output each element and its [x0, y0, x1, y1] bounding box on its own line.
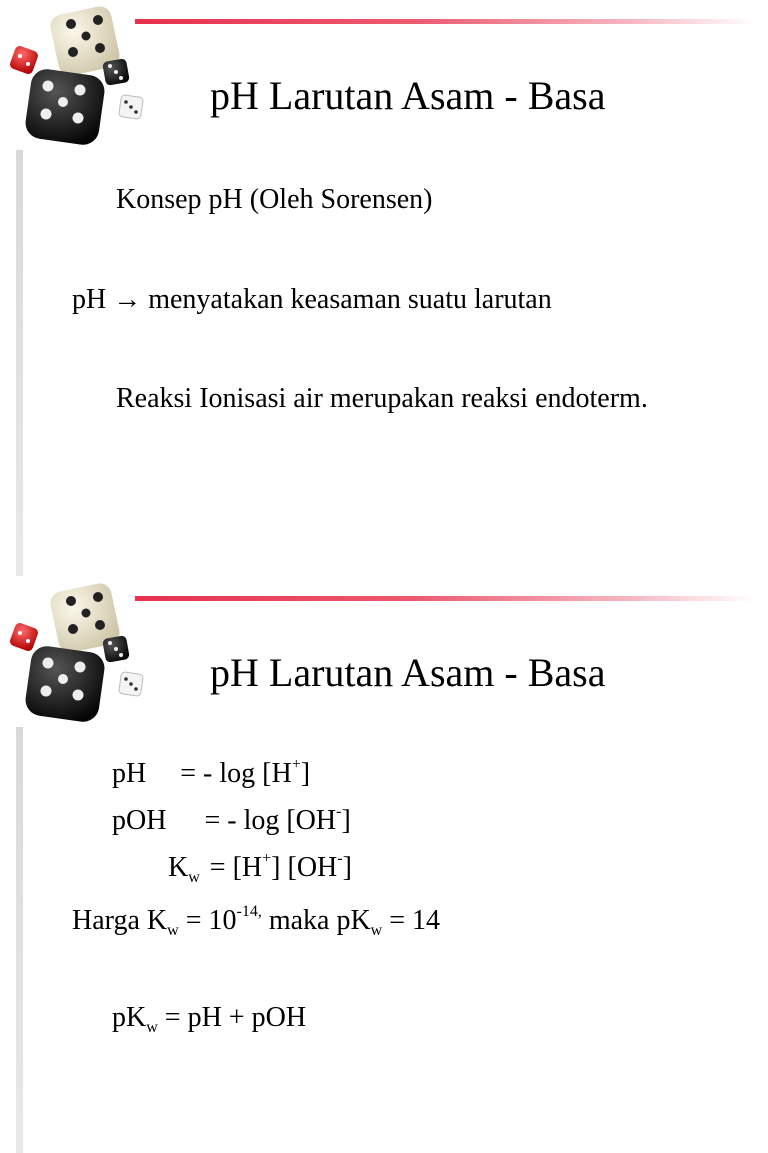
- slide-title: pH Larutan Asam - Basa: [210, 73, 606, 118]
- dice-icon: [6, 581, 146, 723]
- pkw-equation: $pK_w$ = pH + pOH: [112, 1002, 307, 1036]
- ionization-text: Reaksi Ionisasi air merupakan reaksi endoterm.: [116, 383, 648, 414]
- kw-value: Harga $K_w = 10^{-14,}$ maka $pK_w = 14$: [72, 903, 441, 939]
- accent-line: [135, 596, 755, 601]
- slide-1: [0, 0, 768, 576]
- concept-line: Konsep pH (Oleh Sorensen): [116, 184, 433, 215]
- poh-equation: pOH = - log [OH-]: [112, 803, 351, 836]
- accent-line: [135, 19, 755, 24]
- slide-2: [0, 577, 768, 1153]
- side-line: [16, 150, 23, 576]
- side-line: [16, 727, 23, 1153]
- dice-icon: [6, 4, 146, 146]
- ph-equation: pH = - log [H+]: [112, 756, 311, 789]
- ph-definition: pH → menyatakan keasaman suatu larutan: [72, 284, 552, 315]
- slide-title: pH Larutan Asam - Basa: [210, 650, 606, 695]
- kw-equation: $K_w = [H^+]$ [OH-]: [168, 850, 352, 886]
